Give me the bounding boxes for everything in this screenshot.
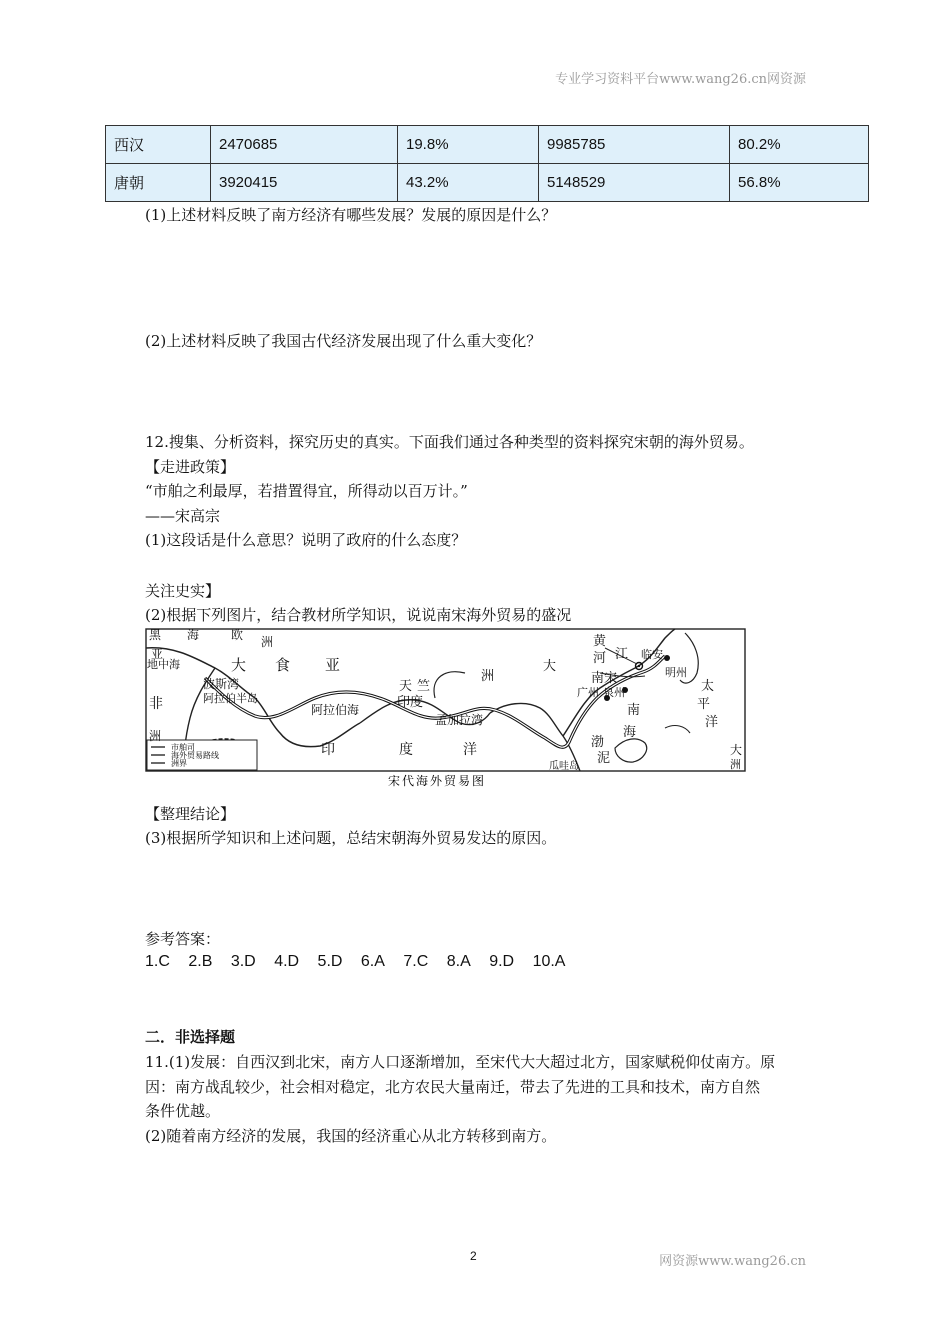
map-illustration (145, 628, 746, 788)
q12-part1: (1)这段话是什么意思？说明了政府的什么态度？ (145, 531, 467, 549)
map-label: 渤 (591, 735, 605, 750)
table-row (106, 126, 869, 164)
answer-11-line4: (2)随着南方经济的发展，我国的经济重心从北方转移到南方。 (145, 1127, 557, 1145)
map-label: 天 (399, 679, 413, 694)
table-row (106, 164, 869, 202)
answer-item: 5.D (317, 953, 343, 970)
population-table (105, 125, 869, 202)
section-heading: 二．非选择题 (145, 1028, 236, 1046)
map-label: 食 (275, 656, 291, 674)
map-label: 黑 (149, 628, 162, 642)
map-legend-3: 洲界 (171, 759, 187, 768)
q11-part1: (1)上述材料反映了南方经济有哪些发展？发展的原因是什么？ (145, 206, 557, 224)
map-label: 大 (730, 743, 743, 757)
map-label: 洋 (463, 742, 477, 758)
table-cell: 西汉 (106, 126, 211, 164)
map-caption: 宋代海外贸易图 (388, 774, 487, 788)
q12-intro: 12.搜集、分析资料，探究历史的真实。下面我们通过各种类型的资料探究宋朝的海外贸易。 (145, 433, 754, 451)
map-label: 大 (543, 659, 557, 674)
header-watermark: 专业学习资料平台www.wang26.cn网资源 (555, 72, 806, 87)
table-cell: 唐朝 (106, 164, 211, 202)
map-label: 太 (701, 679, 715, 694)
map-label: 海 (187, 628, 200, 642)
map-label: 洲 (261, 635, 274, 649)
q11-part2: (2)上述材料反映了我国古代经济发展出现了什么重大变化？ (145, 332, 542, 350)
map-label: 南宋 (591, 671, 618, 686)
map-legend-2: 海外贸易路线 (171, 751, 219, 760)
answer-item: 10.A (532, 953, 566, 970)
answer-item: 4.D (274, 953, 300, 970)
map-label: 印度 (397, 695, 424, 710)
map-label: 泉州 (603, 686, 625, 699)
map-label: 非 (149, 696, 163, 712)
map-label: 平 (697, 697, 711, 712)
table-cell: 43.2% (398, 164, 539, 202)
answer-11-line3: 条件优越。 (145, 1102, 221, 1120)
map-label: 河 (593, 651, 607, 666)
answer-item: 3.D (230, 953, 256, 970)
map-label: 亚 (325, 656, 341, 674)
map-label: 孟加拉湾 (435, 713, 484, 727)
answer-item: 1.C (145, 953, 170, 970)
table-cell: 56.8% (730, 164, 869, 202)
map-label: 洋 (705, 715, 719, 730)
q12-part3: (3)根据所学知识和上述问题，总结宋朝海外贸易发达的原因。 (145, 829, 557, 847)
map-label: 临安 (641, 648, 663, 661)
answer-item: 2.B (188, 953, 213, 970)
map-label: 竺 (417, 679, 431, 694)
map-label: 洲 (149, 729, 162, 743)
map-label: 欧 (231, 628, 244, 642)
table-cell: 5148529 (539, 164, 730, 202)
table-cell: 19.8% (398, 126, 539, 164)
map-label: 大 (231, 656, 247, 674)
map-label: 阿拉伯海 (311, 703, 360, 717)
q12-part2: (2)根据下列图片，结合教材所学知识，说说南宋海外贸易的盛况 (145, 606, 572, 624)
q12-facts-heading: 关注史实】 (145, 582, 221, 600)
answer-item: 6.A (360, 953, 385, 970)
answer-item: 8.A (446, 953, 471, 970)
map-label: 亚 (151, 647, 164, 661)
page-number: 2 (470, 1249, 477, 1263)
table-cell: 9985785 (539, 126, 730, 164)
map-label: 阿拉伯半岛 (203, 692, 258, 705)
table-cell: 80.2% (730, 126, 869, 164)
song-trade-map (145, 628, 746, 788)
answer-item: 7.C (403, 953, 429, 970)
footer-watermark: 网资源www.wang26.cn (659, 1254, 806, 1269)
q12-policy-heading: 【走进政策】 (145, 458, 236, 476)
map-legend-1: 市舶司 (171, 743, 195, 752)
table-cell: 3920415 (211, 164, 398, 202)
map-label: 波斯湾 (203, 677, 240, 691)
q12-conclusion-heading: 【整理结论】 (145, 805, 236, 823)
map-label: 洲 (730, 758, 741, 771)
map-label: 海 (623, 725, 637, 740)
map-label: 地中海 (147, 658, 180, 671)
table-cell: 2470685 (211, 126, 398, 164)
q12-quote: “市舶之利最厚，若措置得宜，所得动以百万计。” (145, 482, 468, 500)
q12-quote-source: ——宋高宗 (145, 507, 221, 525)
answers-choice-list (145, 951, 579, 973)
map-label: 广州 (577, 686, 599, 699)
map-label: 度 (399, 742, 413, 758)
map-label: 印 (321, 742, 335, 758)
map-label: 南 (627, 703, 641, 718)
map-label: 江 (615, 647, 629, 662)
map-label: 瓜哇岛 (549, 761, 579, 772)
answer-item: 9.D (489, 953, 515, 970)
map-label: 洲 (481, 669, 495, 684)
answer-11-line2: 因：南方战乱较少，社会相对稳定，北方农民大量南迁，带去了先进的工具和技术，南方自然 (145, 1078, 761, 1096)
answers-title: 参考答案： (145, 930, 221, 948)
map-label: 黄 (593, 634, 607, 649)
map-label: 明州 (665, 666, 687, 679)
map-label: 泥 (597, 751, 611, 766)
answer-11-line1: 11.(1)发展：自西汉到北宋，南方人口逐渐增加，至宋代大大超过北方，国家赋税仰仗南方。原 (145, 1053, 776, 1071)
